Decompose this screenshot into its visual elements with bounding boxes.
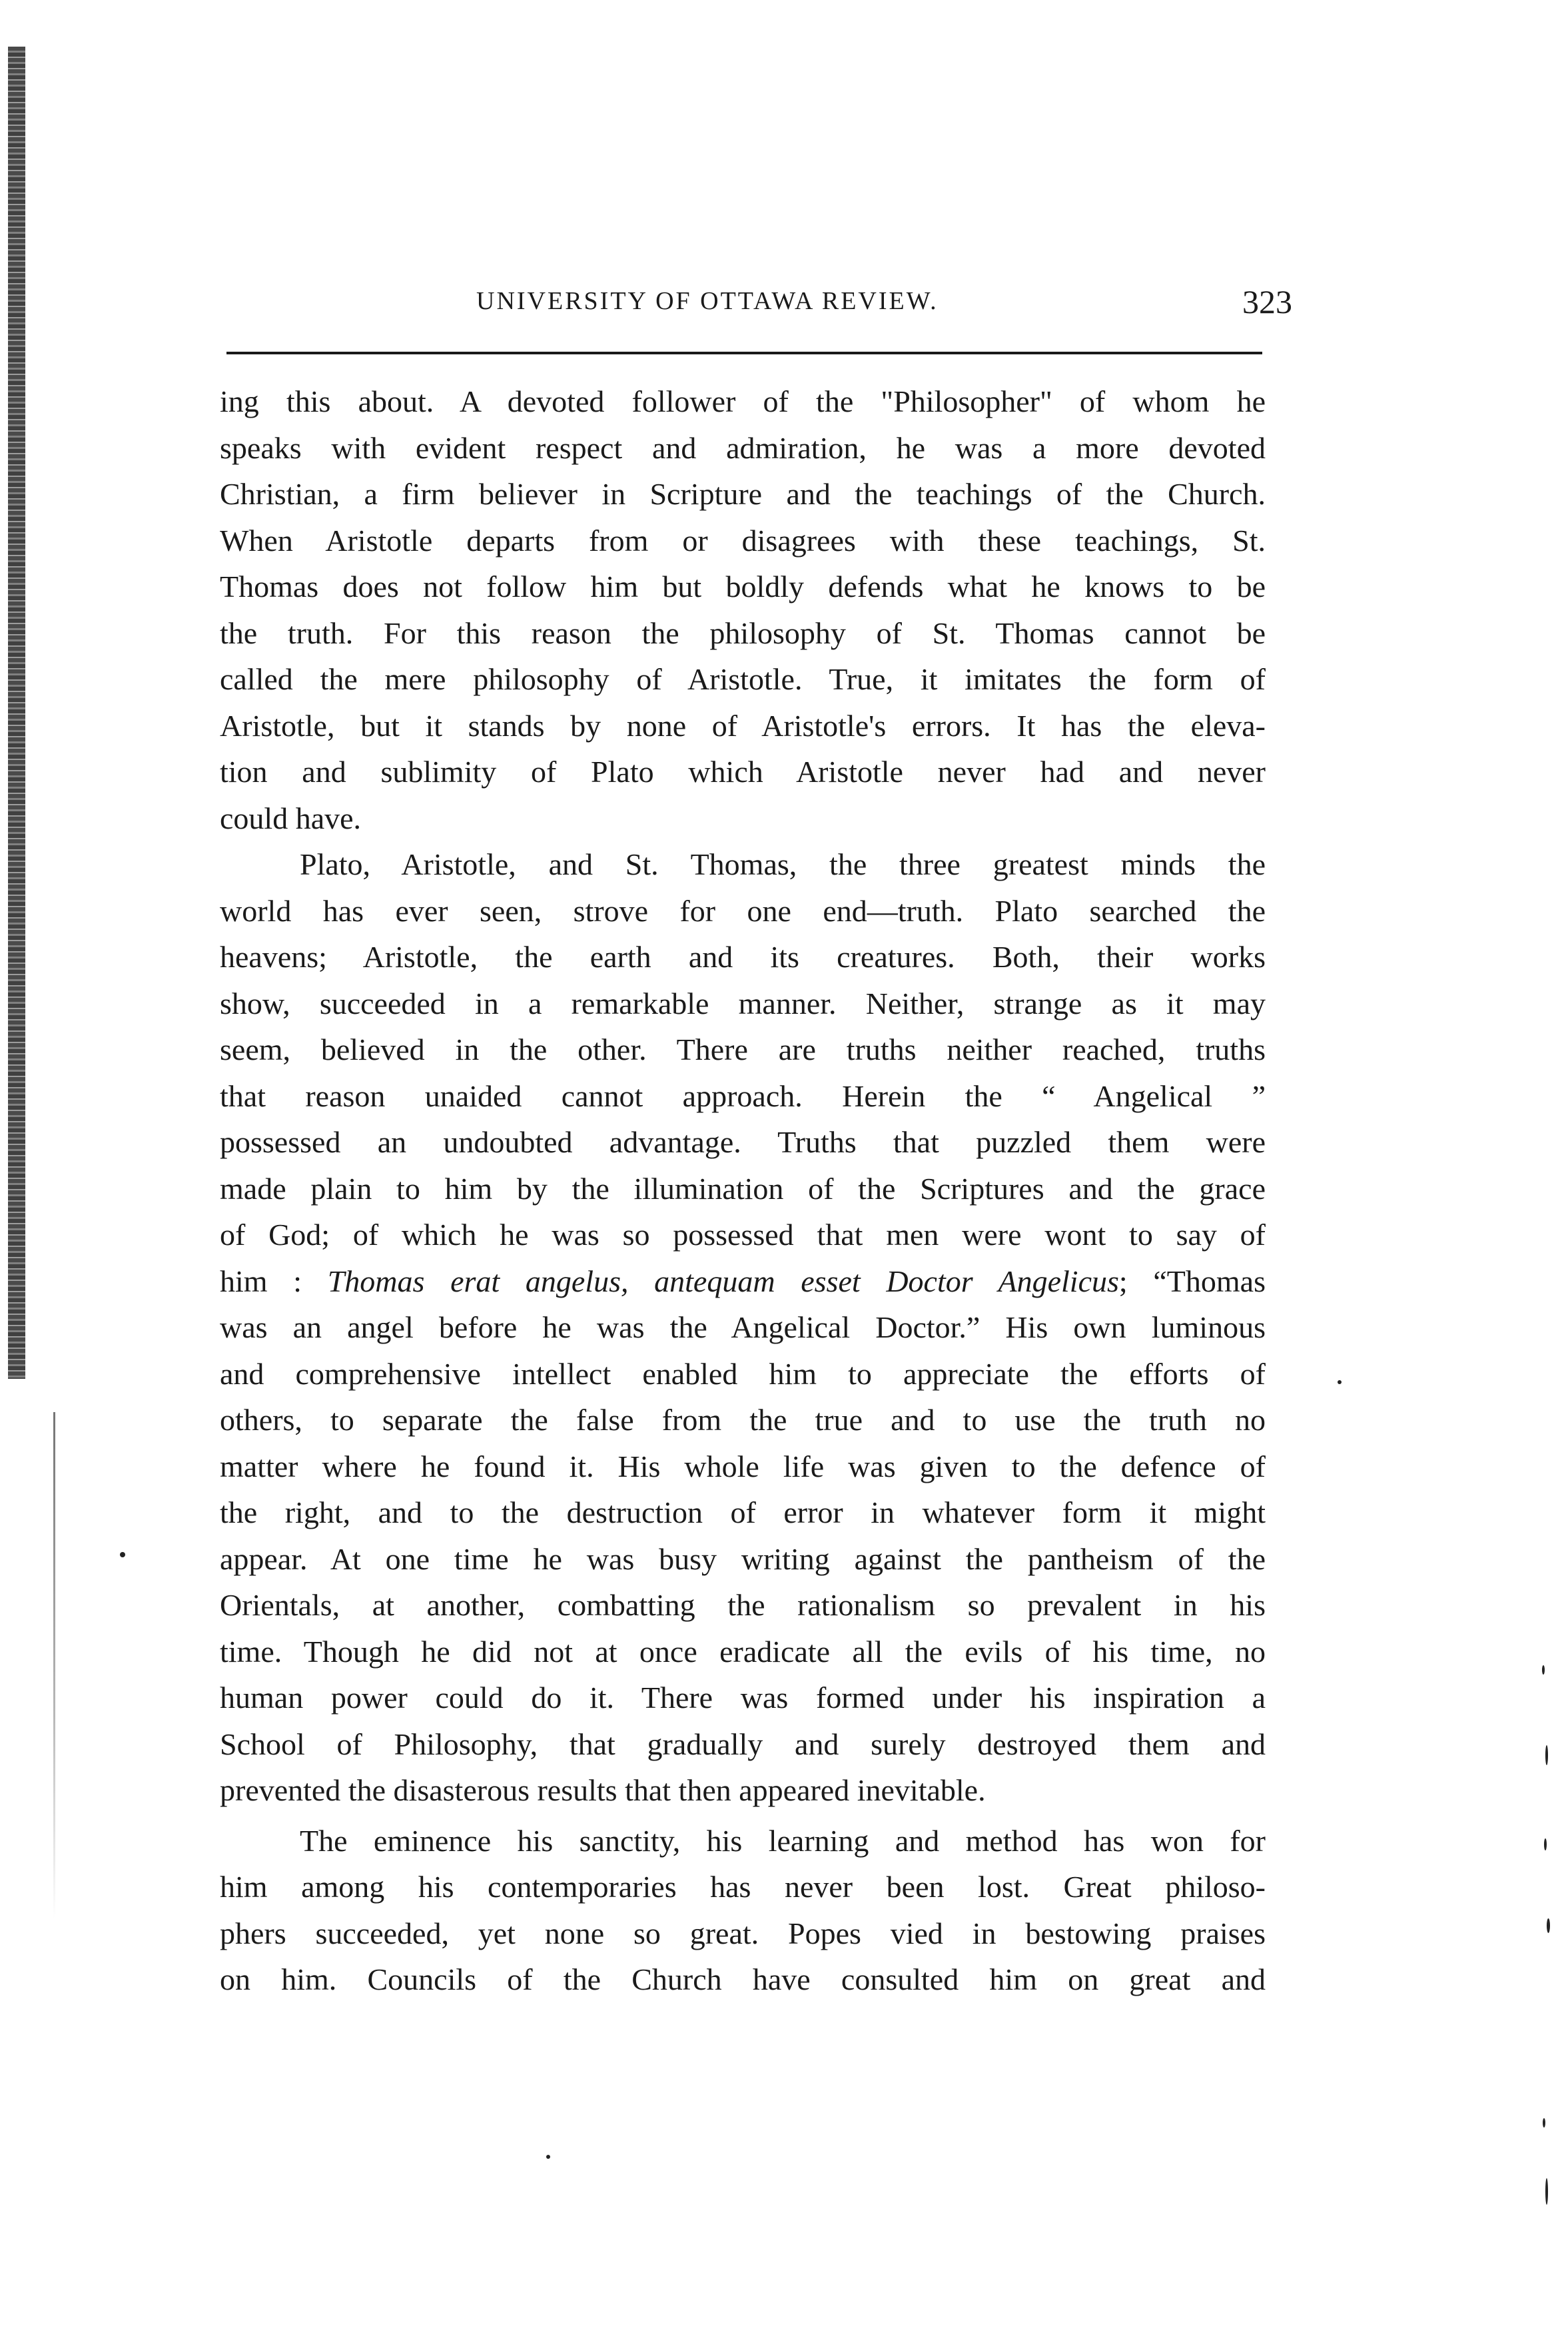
text-line: speaks with evident respect and admiration, he was a more devoted: [220, 430, 1266, 465]
text-fragment: him :: [220, 1264, 328, 1298]
text-line: time. Though he did not at once eradicate all the evils of his time, no: [220, 1634, 1266, 1669]
text-line: show, succeeded in a remarkable manner. Neither, strange as it may: [220, 986, 1266, 1020]
text-line: matter where he found it. His whole life was given to the defence of: [220, 1449, 1266, 1483]
text-line: heavens; Aristotle, the earth and its creatures. Both, their works: [220, 940, 1266, 974]
scan-speck: [1545, 2178, 1548, 2205]
text-line: Aristotle, but it stands by none of Aristotle's errors. It has the eleva-: [220, 708, 1266, 743]
scan-speck: [1338, 1380, 1342, 1384]
text-line: world has ever seen, strove for one end—truth. Plato searched the: [220, 893, 1266, 928]
latin-quotation: Thomas erat angelus, antequam esset Doctor Angelicus: [327, 1264, 1119, 1298]
paragraph: [220, 841, 1266, 1814]
scan-speck: [1544, 1838, 1547, 1850]
paragraph: [220, 1818, 1266, 2003]
text-line: was an angel before he was the Angelical Doctor.” His own luminous: [220, 1310, 1266, 1344]
text-line: Orientals, at another, combatting the rationalism so prevalent in his: [220, 1588, 1266, 1622]
text-line: Thomas does not follow him but boldly defends what he knows to be: [220, 570, 1266, 603]
scan-binding-shadow: [53, 1412, 55, 1918]
paragraph: [220, 378, 1266, 841]
text-line: appear. At one time he was busy writing against the pantheism of the: [220, 1541, 1266, 1576]
text-line: of God; of which he was so possessed that men were wont to say of: [220, 1218, 1266, 1252]
text-line: that reason unaided cannot approach. Herein the “ Angelical ”: [220, 1078, 1266, 1113]
page-number: 323: [1242, 283, 1292, 320]
scan-binding-edge: [8, 47, 25, 1379]
text-line: When Aristotle departs from or disagrees with these teachings, St.: [220, 523, 1266, 558]
scan-speck: [1545, 1745, 1548, 1765]
running-head: UNIVERSITY OF OTTAWA REVIEW.: [476, 287, 939, 315]
text-line: The eminence his sanctity, his learning and method has won for: [300, 1823, 1266, 1858]
text-line: others, to separate the false from the true and to use the truth no: [220, 1403, 1266, 1437]
text-line: the right, and to the destruction of error in whatever form it might: [220, 1495, 1266, 1529]
text-line: the truth. For this reason the philosophy of St. Thomas cannot be: [220, 615, 1266, 650]
text-line-latin-quote: [220, 1258, 1266, 1305]
scan-speck: [1543, 2118, 1545, 2128]
page-body: [220, 378, 1266, 2003]
text-line: called the mere philosophy of Aristotle. True, it imitates the form of: [220, 662, 1266, 696]
text-line: seem, believed in the other. There are truths neither reached, truths: [220, 1032, 1266, 1066]
text-line: on him. Councils of the Church have consulted him on great and: [220, 1962, 1266, 1996]
scan-speck: [1542, 1665, 1545, 1675]
text-line: possessed an undoubted advantage. Truths that puzzled them were: [220, 1125, 1266, 1159]
text-line: prevented the disasterous results that then appeared inevitable.: [220, 1773, 986, 1807]
text-line: Plato, Aristotle, and St. Thomas, the three greatest minds the: [300, 847, 1266, 881]
text-line: phers succeeded, yet none so great. Popes vied in bestowing praises: [220, 1916, 1266, 1950]
text-line: and comprehensive intellect enabled him to appreciate the efforts of: [220, 1356, 1266, 1391]
text-line: tion and sublimity of Plato which Aristotle never had and never: [220, 755, 1266, 789]
text-line: made plain to him by the illumination of the Scriptures and the grace: [220, 1171, 1266, 1206]
page-header: [226, 280, 1292, 333]
scan-speck: [546, 2155, 550, 2159]
text-line: ing this about. A devoted follower of the "Philosopher" of whom he: [220, 384, 1266, 418]
text-line: human power could do it. There was formed under his inspiration a: [220, 1681, 1266, 1715]
scan-speck: [1547, 1918, 1550, 1933]
header-rule: [226, 352, 1262, 354]
text-line: him among his contemporaries has never been lost. Great philoso-: [220, 1870, 1266, 1904]
text-line: could have.: [220, 801, 362, 835]
text-line: School of Philosophy, that gradually and surely destroyed them and: [220, 1727, 1266, 1761]
text-line: Christian, a firm believer in Scripture and the teachings of the Church.: [220, 477, 1266, 511]
text-fragment: ; “Thomas: [1118, 1264, 1266, 1298]
scan-speck: [120, 1552, 125, 1557]
